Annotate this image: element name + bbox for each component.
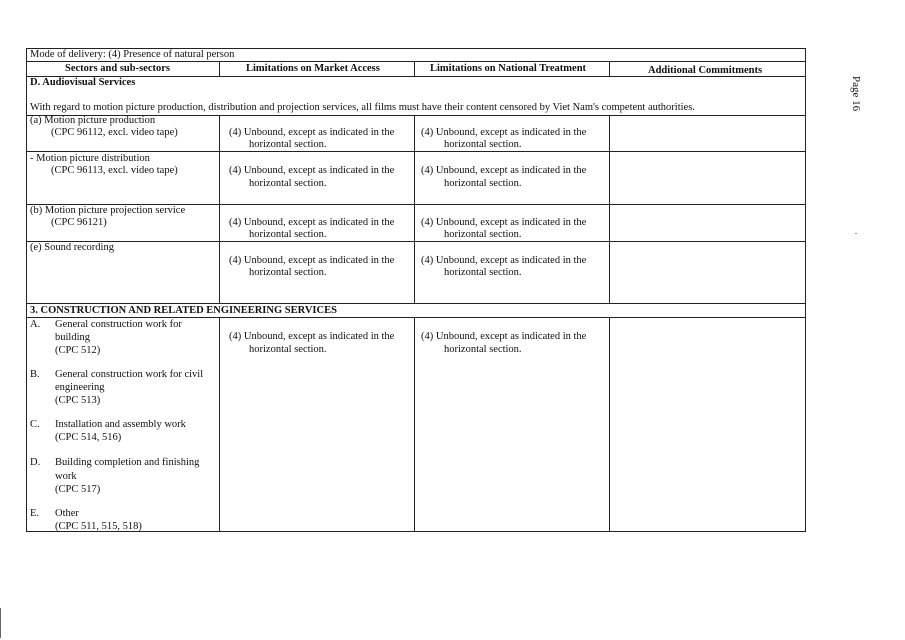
construction-item-letter: C. [30, 419, 40, 430]
rule-col2-audiovisual [414, 115, 415, 303]
rule-col3-audiovisual [609, 115, 610, 303]
national-treatment-text: (4) Unbound, except as indicated in the [421, 331, 587, 342]
sector-cpc: (CPC 96112, excl. video tape) [51, 127, 178, 138]
rule-audiovisual-bottom [26, 303, 806, 304]
construction-item-line: (CPC 513) [55, 395, 101, 406]
construction-item-line: building [55, 332, 91, 343]
rule-header-top [26, 61, 806, 62]
section-heading-construction: 3. CONSTRUCTION AND RELATED ENGINEERING SERVICES [30, 305, 337, 316]
construction-item-line: General construction work for civil [55, 369, 204, 380]
national-treatment-text-cont: horizontal section. [444, 344, 522, 355]
construction-item-line: Building completion and finishing [55, 457, 200, 468]
construction-item-letter: A. [30, 319, 41, 330]
rule-bottom [26, 531, 806, 532]
construction-item-line: Installation and assembly work [55, 419, 186, 430]
market-access-text-cont: horizontal section. [249, 178, 327, 189]
construction-item-line: (CPC 517) [55, 484, 101, 495]
sector-label: (a) Motion picture production [30, 115, 156, 126]
market-access-text: (4) Unbound, except as indicated in the [229, 217, 395, 228]
header-sectors: Sectors and sub-sectors [65, 63, 170, 74]
rule-col1-header [219, 61, 220, 76]
rule-right [805, 48, 806, 532]
market-access-text: (4) Unbound, except as indicated in the [229, 127, 395, 138]
rule-col2-header [414, 61, 415, 76]
sector-label: (b) Motion picture projection service [30, 205, 186, 216]
rule-col1-construction [219, 317, 220, 531]
national-treatment-text: (4) Unbound, except as indicated in the [421, 127, 587, 138]
construction-item-letter: E. [30, 508, 40, 519]
rule-construction-heading-bottom [26, 317, 806, 318]
margin-mark [0, 608, 1, 638]
construction-item-letter: B. [30, 369, 40, 380]
construction-item-line: work [55, 471, 77, 482]
market-access-text-cont: horizontal section. [249, 267, 327, 278]
national-treatment-text-cont: horizontal section. [444, 229, 522, 240]
national-treatment-text: (4) Unbound, except as indicated in the [421, 255, 587, 266]
scan-speck [855, 233, 857, 234]
audiovisual-note: With regard to motion picture production, distribution and projection services, all films must have their content censored by Viet Nam's competent authorities. [30, 102, 695, 113]
header-national-treatment: Limitations on National Treatment [430, 63, 587, 74]
rule-left [26, 48, 27, 532]
market-access-text-cont: horizontal section. [249, 139, 327, 150]
construction-item-line: (CPC 512) [55, 345, 101, 356]
market-access-text-cont: horizontal section. [249, 229, 327, 240]
national-treatment-text-cont: horizontal section. [444, 178, 522, 189]
construction-item-line: (CPC 514, 516) [55, 432, 122, 443]
construction-item-line: Other [55, 508, 79, 519]
rule-col3-construction [609, 317, 610, 531]
sector-cpc: (CPC 96113, excl. video tape) [51, 165, 178, 176]
sector-label: - Motion picture distribution [30, 153, 150, 164]
header-additional-commitments: Additional Commitments [648, 65, 763, 76]
market-access-text-cont: horizontal section. [249, 344, 327, 355]
sector-cpc: (CPC 96121) [51, 217, 107, 228]
construction-item-line: (CPC 511, 515, 518) [55, 521, 142, 532]
rule-row-distribution-top [26, 151, 806, 152]
market-access-text: (4) Unbound, except as indicated in the [229, 255, 395, 266]
construction-item-letter: D. [30, 457, 41, 468]
construction-item-line: engineering [55, 382, 105, 393]
construction-item-line: General construction work for [55, 319, 182, 330]
national-treatment-text-cont: horizontal section. [444, 139, 522, 150]
market-access-text: (4) Unbound, except as indicated in the [229, 331, 395, 342]
national-treatment-text: (4) Unbound, except as indicated in the [421, 217, 587, 228]
page-label: Page 16 [850, 76, 862, 112]
rule-col1-audiovisual [219, 115, 220, 303]
national-treatment-text: (4) Unbound, except as indicated in the [421, 165, 587, 176]
mode-of-delivery: Mode of delivery: (4) Presence of natural person [30, 49, 235, 60]
section-heading-audiovisual: D. Audiovisual Services [30, 77, 136, 88]
rule-col2-construction [414, 317, 415, 531]
header-market-access: Limitations on Market Access [246, 63, 380, 74]
sector-label: (e) Sound recording [30, 242, 114, 253]
rule-row-e-top [26, 241, 806, 242]
rule-col3-header [609, 61, 610, 76]
market-access-text: (4) Unbound, except as indicated in the [229, 165, 395, 176]
national-treatment-text-cont: horizontal section. [444, 267, 522, 278]
